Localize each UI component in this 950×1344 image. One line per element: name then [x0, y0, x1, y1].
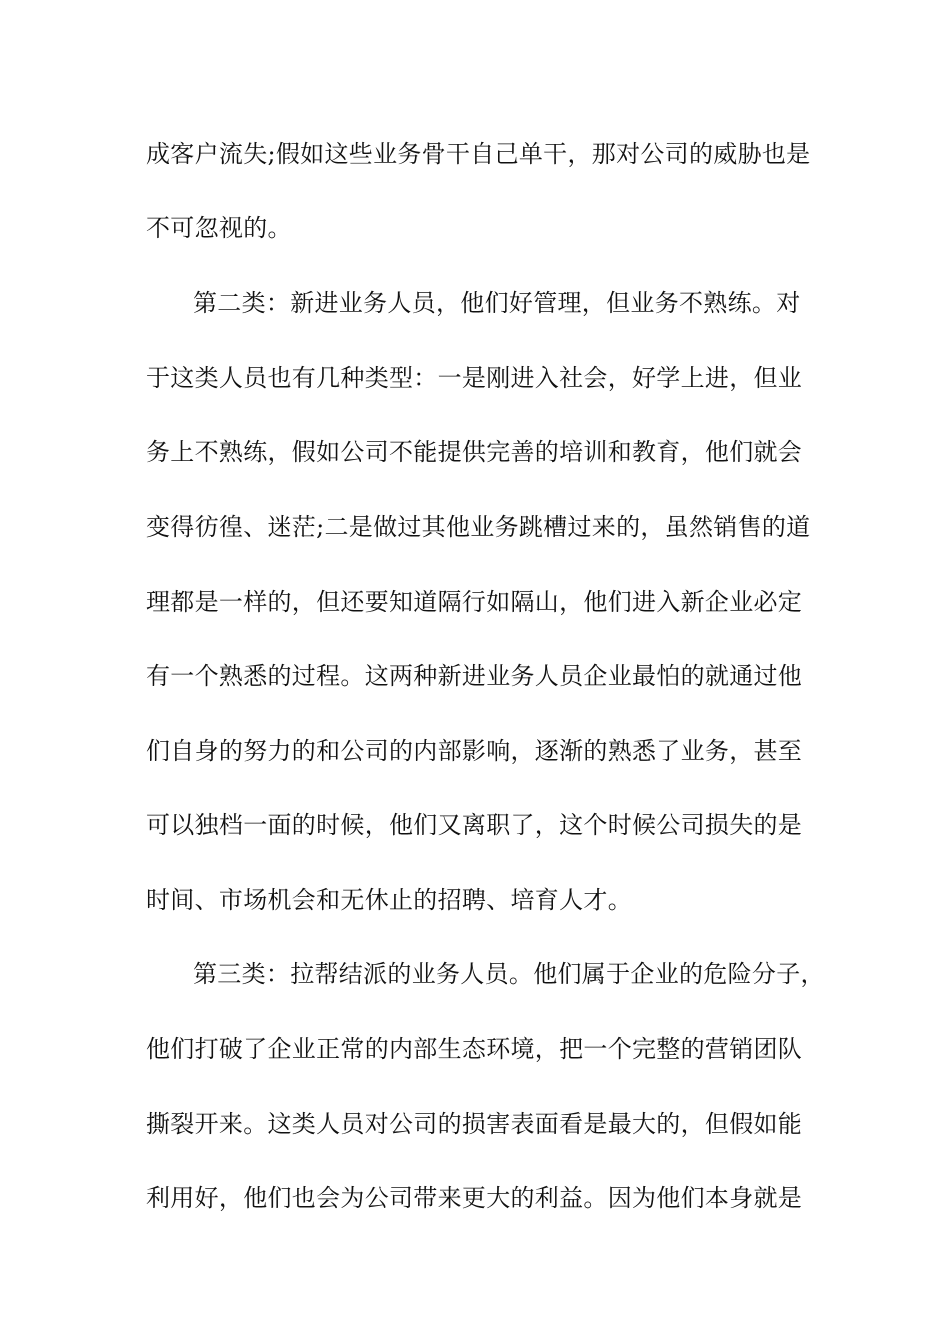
text-line: 他们打破了企业正常的内部生态环境，把一个完整的营销团队: [146, 1035, 803, 1063]
text-line: 务上不熟练，假如公司不能提供完善的培训和教育，他们就会: [146, 438, 803, 466]
paragraph-start-line: 第二类：新进业务人员，他们好管理，但业务不熟练。对: [193, 289, 801, 317]
text-line: 们自身的努力的和公司的内部影响，逐渐的熟悉了业务，甚至: [146, 737, 803, 765]
text-line: 时间、市场机会和无休止的招聘、培育人才。: [146, 886, 632, 914]
text-line: 理都是一样的，但还要知道隔行如隔山，他们进入新企业必定: [146, 588, 803, 616]
text-line: 有一个熟悉的过程。这两种新进业务人员企业最怕的就通过他: [146, 662, 803, 690]
text-line: 变得彷徨、迷茫;二是做过其他业务跳槽过来的，虽然销售的道: [146, 513, 811, 541]
text-line: 于这类人员也有几种类型：一是刚进入社会，好学上进，但业: [146, 364, 803, 392]
text-line: 利用好，他们也会为公司带来更大的利益。因为他们本身就是: [146, 1184, 803, 1212]
text-line: 撕裂开来。这类人员对公司的损害表面看是最大的，但假如能: [146, 1110, 803, 1138]
text-line: 可以独档一面的时候，他们又离职了，这个时候公司损失的是: [146, 811, 803, 839]
text-line: 不可忽视的。: [146, 214, 292, 242]
text-line: 成客户流失;假如这些业务骨干自己单干，那对公司的威胁也是: [146, 140, 811, 168]
paragraph-start-line: 第三类：拉帮结派的业务人员。他们属于企业的危险分子，: [193, 960, 825, 988]
